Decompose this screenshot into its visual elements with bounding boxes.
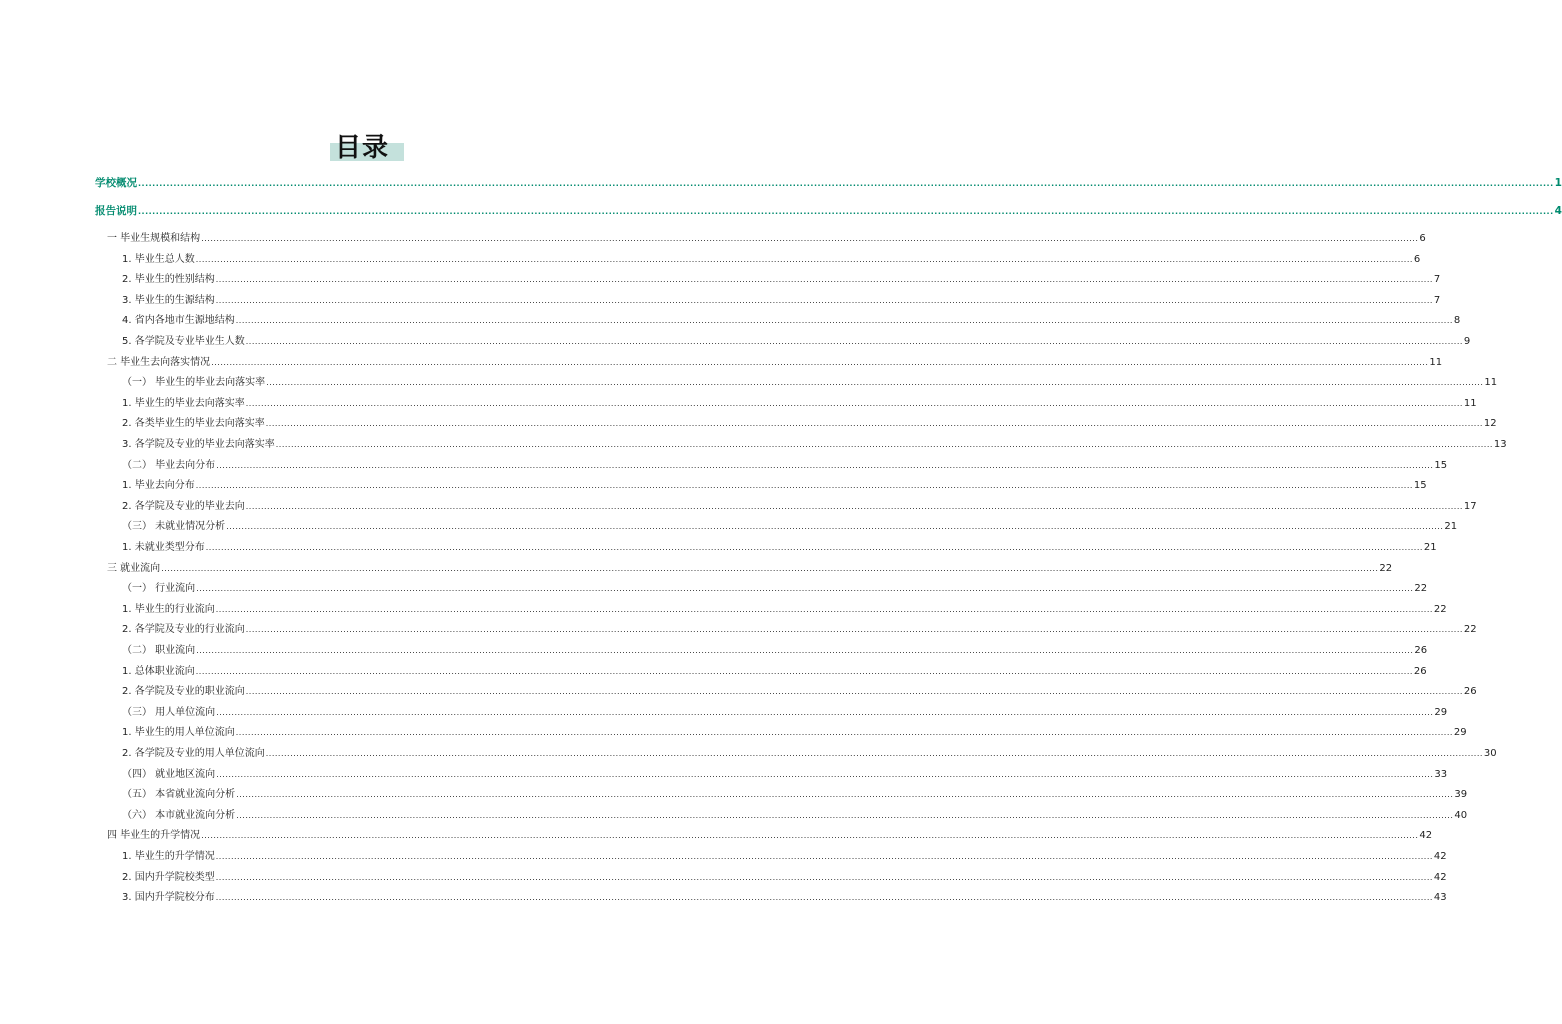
toc-entry[interactable]	[122, 621, 1477, 639]
toc-entry[interactable]	[122, 395, 1477, 413]
toc-page-number: 42	[1419, 830, 1433, 841]
toc-entry-label: （一） 行业流向	[122, 583, 196, 594]
toc-chapter-entry[interactable]	[95, 174, 1562, 193]
toc-entry-label: 2. 毕业生的性别结构	[122, 274, 215, 285]
toc-entry-label: （五） 本省就业流向分析	[122, 789, 236, 800]
toc-page-number: 29	[1434, 707, 1448, 718]
toc-page-number: 33	[1434, 769, 1448, 780]
toc-dot-leader: ................................................................................................................................................................................................................................................................................................................................................................................................................	[161, 564, 1379, 573]
toc-entry[interactable]	[122, 889, 1447, 907]
toc-page-number: 29	[1453, 727, 1467, 738]
toc-dot-leader: ................................................................................................................................................................................................................................................................................................................................................................................................................	[266, 378, 1484, 387]
toc-dot-leader: ................................................................................................................................................................................................................................................................................................................................................................................................................	[216, 770, 1434, 779]
toc-entry-label: 2. 各类毕业生的毕业去向落实率	[122, 418, 265, 429]
toc-dot-leader: ................................................................................................................................................................................................................................................................................................................................................................................................................	[236, 811, 1454, 820]
toc-dot-leader: ................................................................................................................................................................................................................................................................................................................................................................................................................	[216, 461, 1434, 470]
toc-entry[interactable]	[107, 230, 1426, 248]
toc-page-number: 7	[1433, 274, 1441, 285]
toc-entry-label: 1. 总体职业流向	[122, 666, 195, 677]
toc-dot-leader: ................................................................................................................................................................................................................................................................................................................................................................................................................	[215, 605, 1433, 614]
toc-entry[interactable]	[122, 601, 1447, 619]
toc-entry[interactable]	[122, 477, 1427, 495]
toc-page-number: 15	[1434, 460, 1448, 471]
toc-page-number: 11	[1429, 357, 1443, 368]
toc-page-number: 9	[1463, 336, 1471, 347]
toc-entry-label: 2. 各学院及专业的职业流向	[122, 686, 245, 697]
toc-dot-leader: ................................................................................................................................................................................................................................................................................................................................................................................................................	[216, 708, 1434, 717]
toc-dot-leader: ................................................................................................................................................................................................................................................................................................................................................................................................................	[195, 255, 1413, 264]
toc-page-number: 30	[1483, 748, 1497, 759]
toc-entry-label: 2. 各学院及专业的用人单位流向	[122, 748, 265, 759]
toc-entry[interactable]	[122, 869, 1447, 887]
toc-dot-leader: ................................................................................................................................................................................................................................................................................................................................................................................................................	[235, 316, 1453, 325]
toc-entry-label: 2. 各学院及专业的行业流向	[122, 624, 245, 635]
toc-entry-label: （二） 职业流向	[122, 645, 196, 656]
toc-dot-leader: ................................................................................................................................................................................................................................................................................................................................................................................................................	[201, 831, 1419, 840]
toc-entry-label: 2. 国内升学院校类型	[122, 872, 215, 883]
toc-dot-leader: ................................................................................................................................................................................................................................................................................................................................................................................................................	[236, 790, 1454, 799]
toc-dot-leader: ................................................................................................................................................................................................................................................................................................................................................................................................................	[195, 481, 1413, 490]
toc-page-number: 11	[1463, 398, 1477, 409]
toc-page-number: 4	[1554, 205, 1562, 217]
toc-page-number: 26	[1413, 666, 1427, 677]
toc-entry-label: 三 就业流向	[107, 563, 161, 574]
toc-dot-leader: ................................................................................................................................................................................................................................................................................................................................................................................................................	[245, 625, 1463, 634]
toc-dot-leader: ................................................................................................................................................................................................................................................................................................................................................................................................................	[245, 687, 1463, 696]
toc-entry-label: 1. 毕业去向分布	[122, 480, 195, 491]
toc-dot-leader: ................................................................................................................................................................................................................................................................................................................................................................................................................	[196, 584, 1414, 593]
toc-dot-leader: ................................................................................................................................................................................................................................................................................................................................................................................................................	[138, 179, 1554, 188]
toc-dot-leader: ................................................................................................................................................................................................................................................................................................................................................................................................................	[265, 419, 1483, 428]
toc-dot-leader: ................................................................................................................................................................................................................................................................................................................................................................................................................	[275, 440, 1493, 449]
toc-dot-leader: ................................................................................................................................................................................................................................................................................................................................................................................................................	[196, 646, 1414, 655]
toc-entry[interactable]	[107, 827, 1433, 845]
toc-entry-label: 报告说明	[95, 205, 137, 217]
toc-dot-leader: ................................................................................................................................................................................................................................................................................................................................................................................................................	[215, 852, 1433, 861]
toc-entry-label: 5. 各学院及专业毕业生人数	[122, 336, 245, 347]
toc-page-number: 22	[1414, 583, 1428, 594]
toc-entry[interactable]	[122, 683, 1477, 701]
toc-entry[interactable]	[122, 539, 1437, 557]
toc-entry-label: 4. 省内各地市生源地结构	[122, 315, 235, 326]
toc-dot-leader: ................................................................................................................................................................................................................................................................................................................................................................................................................	[138, 207, 1554, 216]
toc-page-number: 22	[1463, 624, 1477, 635]
toc-page-number: 15	[1413, 480, 1427, 491]
toc-page-number: 39	[1454, 789, 1468, 800]
toc-entry-label: 1. 毕业生的升学情况	[122, 851, 215, 862]
toc-entry[interactable]	[122, 786, 1468, 804]
toc-page-number: 13	[1493, 439, 1507, 450]
toc-entry-label: 学校概况	[95, 177, 137, 189]
toc-page-number: 17	[1463, 501, 1477, 512]
toc-dot-leader: ................................................................................................................................................................................................................................................................................................................................................................................................................	[245, 502, 1463, 511]
toc-dot-leader: ................................................................................................................................................................................................................................................................................................................................................................................................................	[215, 275, 1433, 284]
toc-chapter-entry[interactable]	[95, 202, 1562, 221]
toc-entry-label: 1. 毕业生的毕业去向落实率	[122, 398, 245, 409]
toc-page-number: 26	[1414, 645, 1428, 656]
toc-entry-label: 1. 毕业生总人数	[122, 254, 195, 265]
toc-page-number: 40	[1454, 810, 1468, 821]
toc-entry[interactable]	[122, 663, 1427, 681]
toc-entry[interactable]	[122, 312, 1461, 330]
toc-page-number: 11	[1484, 377, 1498, 388]
toc-entry-label: （三） 用人单位流向	[122, 707, 216, 718]
toc-entry[interactable]	[122, 848, 1447, 866]
toc-entry[interactable]	[122, 292, 1441, 310]
toc-entry-label: 1. 毕业生的用人单位流向	[122, 727, 235, 738]
toc-dot-leader: ................................................................................................................................................................................................................................................................................................................................................................................................................	[215, 296, 1433, 305]
toc-dot-leader: ................................................................................................................................................................................................................................................................................................................................................................................................................	[195, 667, 1413, 676]
toc-entry-label: （一） 毕业生的毕业去向落实率	[122, 377, 266, 388]
toc-dot-leader: ................................................................................................................................................................................................................................................................................................................................................................................................................	[211, 358, 1429, 367]
toc-page-number: 6	[1419, 233, 1426, 244]
toc-entry[interactable]	[122, 807, 1468, 825]
toc-entry-label: 3. 国内升学院校分布	[122, 892, 215, 903]
toc-entry-label: 二 毕业生去向落实情况	[107, 357, 211, 368]
toc-entry[interactable]	[122, 766, 1448, 784]
toc-page-number: 42	[1433, 851, 1447, 862]
toc-title-block	[0, 130, 724, 170]
toc-page-number: 43	[1433, 892, 1447, 903]
toc-entry[interactable]	[122, 374, 1498, 392]
toc-entry[interactable]	[107, 560, 1393, 578]
toc-page-number: 42	[1433, 872, 1447, 883]
toc-entry[interactable]	[122, 580, 1428, 598]
toc-entry-label: （六） 本市就业流向分析	[122, 810, 236, 821]
toc-page-number: 21	[1444, 521, 1458, 532]
toc-dot-leader: ................................................................................................................................................................................................................................................................................................................................................................................................................	[235, 728, 1453, 737]
toc-entry[interactable]	[122, 415, 1497, 433]
toc-entry[interactable]	[122, 498, 1477, 516]
toc-entry-label: 1. 未就业类型分布	[122, 542, 205, 553]
toc-entry[interactable]	[122, 704, 1448, 722]
toc-page-number: 7	[1433, 295, 1441, 306]
toc-entry-label: （四） 就业地区流向	[122, 769, 216, 780]
toc-entry[interactable]	[122, 436, 1507, 454]
toc-entry-label: （二） 毕业去向分布	[122, 460, 216, 471]
toc-page-number: 12	[1483, 418, 1497, 429]
toc-entry[interactable]	[122, 271, 1441, 289]
toc-entry-label: 3. 毕业生的生源结构	[122, 295, 215, 306]
page-title: 目录	[334, 133, 389, 163]
toc-entry[interactable]	[122, 251, 1421, 269]
toc-dot-leader: ................................................................................................................................................................................................................................................................................................................................................................................................................	[215, 873, 1433, 882]
toc-entry[interactable]	[122, 457, 1448, 475]
toc-entry-label: （三） 未就业情况分析	[122, 521, 226, 532]
toc-dot-leader: ................................................................................................................................................................................................................................................................................................................................................................................................................	[265, 749, 1483, 758]
toc-entry[interactable]	[122, 333, 1471, 351]
toc-page-number: 22	[1379, 563, 1393, 574]
toc-entry-label: 1. 毕业生的行业流向	[122, 604, 215, 615]
toc-entry-label: 3. 各学院及专业的毕业去向落实率	[122, 439, 275, 450]
toc-page-number: 22	[1433, 604, 1447, 615]
toc-page-number: 26	[1463, 686, 1477, 697]
toc-dot-leader: ................................................................................................................................................................................................................................................................................................................................................................................................................	[215, 893, 1433, 902]
toc-dot-leader: ................................................................................................................................................................................................................................................................................................................................................................................................................	[245, 337, 1463, 346]
toc-entry[interactable]	[122, 724, 1467, 742]
toc-page-number: 6	[1413, 254, 1421, 265]
toc-dot-leader: ................................................................................................................................................................................................................................................................................................................................................................................................................	[205, 543, 1423, 552]
toc-entry-label: 四 毕业生的升学情况	[107, 830, 201, 841]
toc-entry-label: 2. 各学院及专业的毕业去向	[122, 501, 245, 512]
toc-page-number: 21	[1423, 542, 1437, 553]
toc-page-number: 1	[1554, 177, 1562, 189]
toc-entry-label: 一 毕业生规模和结构	[107, 233, 201, 244]
toc-dot-leader: ................................................................................................................................................................................................................................................................................................................................................................................................................	[245, 399, 1463, 408]
toc-entry[interactable]	[122, 745, 1497, 763]
toc-page-number: 8	[1453, 315, 1461, 326]
toc-dot-leader: ................................................................................................................................................................................................................................................................................................................................................................................................................	[226, 522, 1444, 531]
toc-entry[interactable]	[122, 642, 1428, 660]
toc-entry[interactable]	[107, 354, 1443, 372]
toc-dot-leader: ................................................................................................................................................................................................................................................................................................................................................................................................................	[201, 234, 1419, 243]
toc-entry[interactable]	[122, 518, 1458, 536]
